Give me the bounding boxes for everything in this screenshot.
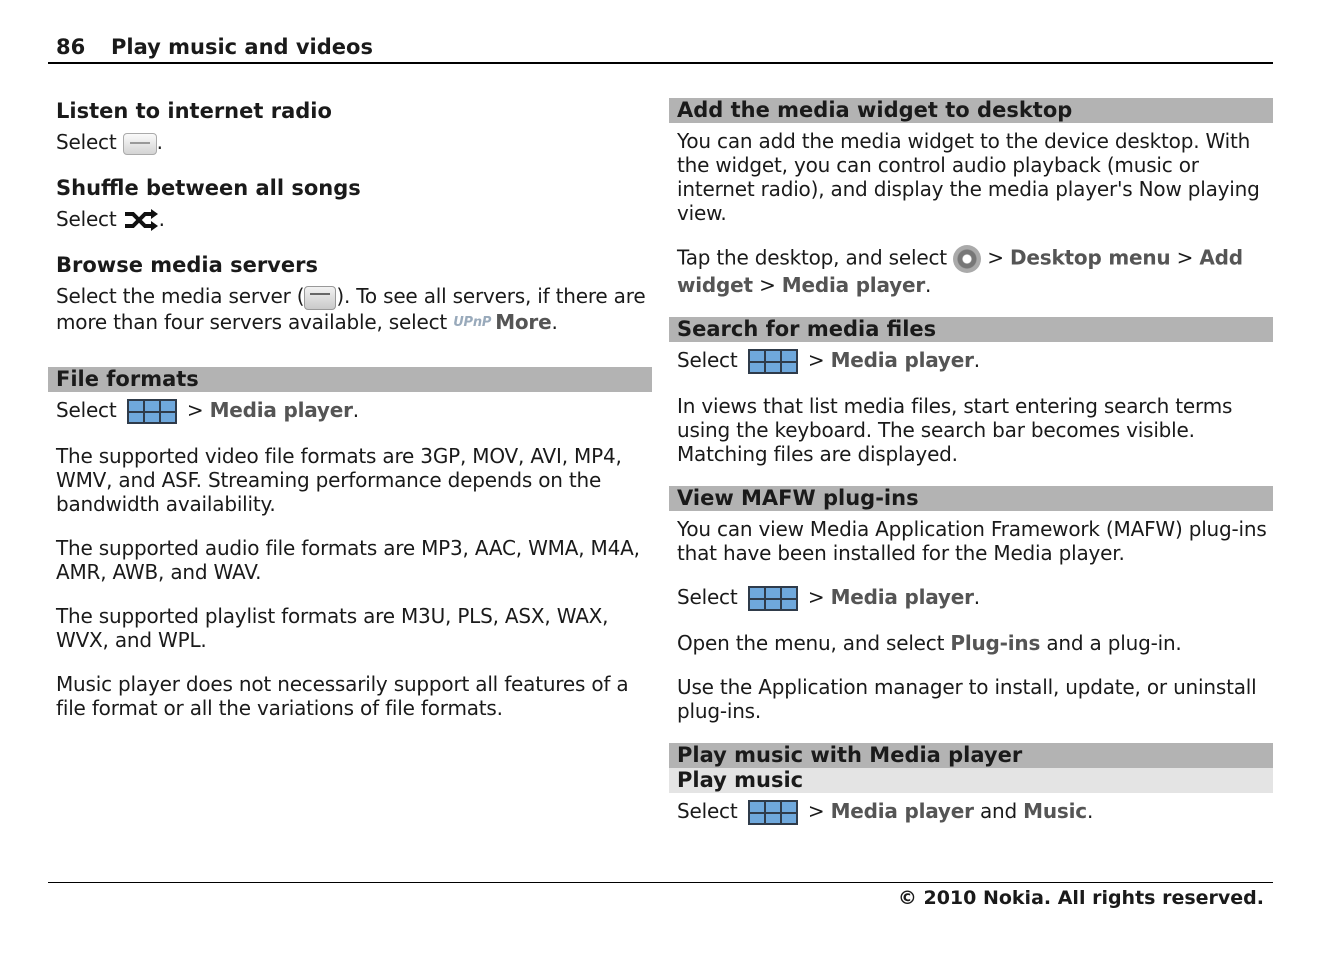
radio-instruction [56,130,652,155]
play-sep: > [807,799,825,823]
browse-instruction [56,284,652,335]
radio-end: . [156,130,163,154]
radio-select-text: Select [56,130,117,154]
app-manager-para: Use the Application manager to install, update, or uninstall plug-ins. [677,675,1257,723]
sep-1: > [987,245,1004,270]
shuffle-end: . [158,206,165,231]
add-widget-link: Add widget [677,245,1243,297]
footer-divider [48,882,1273,883]
upnp-icon: UPnP [453,315,492,330]
browse-text-1: Select the media server ( [56,284,305,308]
mafw-end: . [973,585,980,609]
menu-grid-icon [748,349,798,374]
mafw-sep: > [807,585,825,609]
shuffle-icon [123,208,159,232]
sep-2: > [1176,245,1194,270]
heading-internet-radio: Listen to internet radio [56,99,332,123]
para-audio-formats: The supported audio file formats are MP3, AAC, WMA, M4A, AMR, AWB, and WAV. [56,536,640,584]
heading-shuffle: Shuffle between all songs [56,175,361,200]
search-media-player-link: Media player [830,348,974,372]
play-select-text: Select [677,799,738,823]
search-select-text: Select [677,348,738,372]
section-media-widget: Add the media widget to desktop [669,98,1273,123]
mafw-media-player-link: Media player [830,585,974,609]
section-mafw-plugins: View MAFW plug-ins [669,486,1273,511]
section-search-media: Search for media files [669,317,1273,342]
search-para: In views that list media files, start entering search terms using the keyboard. The search bar becomes visible. Matching files are displayed. [677,394,1233,466]
tap-text: Tap the desktop, and select [677,245,947,270]
left-column [48,98,652,740]
media-server-icon [304,286,336,310]
section-play-music: Play music with Media player [669,743,1273,768]
widget-instruction [677,245,1273,297]
sep-3: > [759,273,776,297]
page-header [48,34,1273,64]
para-video-formats: The supported video file formats are 3GP, MOV, AVI, MP4, WMV, and ASF. Streaming performance depends on the bandwidth availability. [56,444,622,516]
play-and: and [979,799,1017,823]
ff-sep: > [186,398,204,422]
right-column [669,98,1273,845]
mafw-para: You can view Media Application Framework (MAFW) plug-ins that have been installed for the Media player. [677,517,1267,565]
menu-grid-icon [748,586,798,611]
menu-grid-icon [127,399,177,424]
search-sep: > [807,348,825,372]
mafw-select-text: Select [677,585,738,609]
settings-gear-icon [953,245,981,273]
menu-grid-icon [748,800,798,825]
widget-media-player-link: Media player [781,273,926,297]
open-menu-instruction [677,631,1273,655]
heading-browse-servers: Browse media servers [56,253,318,277]
widget-para: You can add the media widget to the device desktop. With the widget, you can control audio playback (music or internet radio), and display the media player's Now playing view. [677,129,1260,225]
radio-icon [123,133,157,155]
play-instruction [677,799,1273,825]
mafw-instruction [677,585,1273,611]
page-title: Play music and videos [111,35,373,59]
play-media-player-link: Media player [830,799,974,823]
play-end: . [1086,799,1094,823]
open-menu-text-2: and a plug-in. [1046,631,1182,655]
search-end: . [973,348,980,372]
section-file-formats: File formats [48,367,652,392]
browse-end: . [551,309,558,334]
ff-select-text: Select [56,398,117,422]
shuffle-instruction [56,207,652,233]
para-playlist-formats: The supported playlist formats are M3U, PLS, ASX, WAX, WVX, and WPL. [56,604,609,652]
desktop-menu-link: Desktop menu [1009,245,1171,270]
tap-end: . [925,273,932,297]
para-music-player-note: Music player does not necessarily support all features of a file format or all the variations of file formats. [56,672,629,720]
plugins-link: Plug-ins [950,631,1041,655]
page-number: 86 [56,35,86,59]
music-link: Music [1023,799,1087,823]
search-instruction [677,348,1273,374]
shuffle-select-text: Select [56,206,117,231]
copyright: © 2010 Nokia. All rights reserved. [897,887,1264,909]
ff-media-player: Media player [209,398,353,422]
more-link: More [495,309,552,334]
ff-end: . [352,398,359,422]
ff-instruction [56,398,652,424]
subsection-play-music: Play music [669,768,1273,793]
browse-text-2: ). To see all servers, if there are more than four servers available, select [56,284,646,334]
open-menu-text-1: Open the menu, and select [677,631,945,655]
